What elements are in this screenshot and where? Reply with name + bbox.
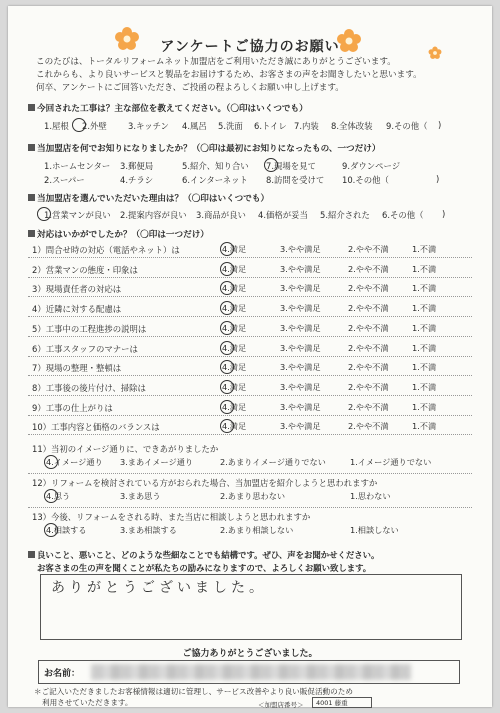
answer-circle — [220, 262, 234, 276]
option-1[interactable]: 1.相談しない — [350, 525, 399, 535]
question-text: 11）当初のイメージ通りに、できあがりましたか — [32, 444, 219, 454]
satisfaction-option-1[interactable]: 1.不満 — [412, 244, 437, 254]
divider — [28, 473, 472, 474]
question-recommend — [8, 477, 492, 507]
divider — [28, 395, 472, 396]
option-referred[interactable]: 5.紹介された — [320, 210, 370, 220]
q1-options — [36, 120, 476, 132]
answer-circle — [220, 321, 234, 335]
satisfaction-option-1[interactable]: 1.不満 — [412, 322, 437, 333]
option-visited[interactable]: 8.訪問を受けて — [266, 175, 325, 185]
satisfaction-option-2[interactable]: 2.やや不満 — [348, 401, 389, 412]
satisfaction-option-4[interactable]: 4.満足 — [222, 362, 247, 373]
option-3[interactable]: 3.まあ思う — [120, 491, 161, 501]
divider — [28, 375, 472, 376]
member-label: ＜加盟店番号＞ — [258, 701, 304, 709]
answer-circle — [220, 380, 234, 394]
member-number: 4001 藤重 — [316, 699, 348, 707]
option-kitchen[interactable]: 3.キッチン — [128, 121, 169, 131]
satisfaction-row-label: 2）営業マンの態度・印象は — [32, 264, 138, 275]
satisfaction-option-2[interactable]: 2.やや不満 — [348, 362, 389, 373]
name-box[interactable] — [38, 660, 460, 684]
answer-circle — [220, 301, 234, 315]
option-4[interactable]: 4.イメージ通り — [46, 457, 103, 467]
option-2[interactable]: 2.あまり相談しない — [220, 525, 294, 535]
satisfaction-row-label: 3）現場責任者の対応は — [32, 284, 122, 295]
option-other[interactable]: 9.その他（ — [386, 121, 428, 131]
satisfaction-option-1[interactable]: 1.不満 — [412, 303, 437, 314]
satisfaction-option-4[interactable]: 4.満足 — [222, 401, 247, 412]
bullet-icon — [28, 551, 35, 558]
option-exterior-wall[interactable]: 2.外壁 — [82, 121, 107, 131]
satisfaction-option-2[interactable]: 2.やや不満 — [348, 244, 389, 254]
divider — [28, 415, 472, 416]
option-proposal[interactable]: 2.提案内容が良い — [120, 210, 187, 220]
option-sales-rep[interactable]: 1.営業マンが良い — [44, 210, 111, 220]
name-label: お名前： — [44, 669, 81, 679]
divider — [28, 277, 472, 278]
option-2[interactable]: 2.あまりイメージ通りでない — [220, 457, 326, 467]
divider — [28, 257, 472, 258]
satisfaction-option-3[interactable]: 3.やや満足 — [280, 381, 321, 392]
satisfaction-option-4[interactable]: 4.満足 — [222, 322, 247, 333]
satisfaction-row-label: 1）問合せ時の対応（電話やネット）は — [32, 245, 180, 255]
satisfaction-option-3[interactable]: 3.やや満足 — [280, 263, 321, 274]
privacy-note-2: 利用させていただきます。 — [42, 698, 133, 707]
thanks-text: ご協力ありがとうございました。 — [182, 649, 318, 659]
option-supermarket[interactable]: 2.スーパー — [44, 175, 85, 185]
satisfaction-option-1[interactable]: 1.不満 — [412, 362, 437, 373]
satisfaction-option-4[interactable]: 4.満足 — [222, 283, 247, 294]
question-consult-again — [8, 511, 492, 541]
satisfaction-option-2[interactable]: 2.やや不満 — [348, 421, 389, 432]
satisfaction-row-label: 7）現場の整理・整頓は — [32, 363, 122, 374]
option-toilet[interactable]: 6.トイレ — [254, 121, 287, 131]
satisfaction-option-2[interactable]: 2.やや不満 — [348, 283, 389, 294]
option-other-close: ) — [436, 174, 440, 184]
q2-options-row2 — [36, 174, 476, 186]
comment-prompt-2: お客さまの生の声を聞くことが私たちの励みになりますので、よろしくお願い致します。 — [37, 563, 372, 573]
redacted-name — [91, 664, 411, 680]
satisfaction-row-label: 6）工事スタッフのマナーは — [32, 343, 138, 354]
satisfaction-option-2[interactable]: 2.やや不満 — [348, 303, 389, 314]
comment-box[interactable] — [40, 574, 462, 640]
option-saw-site[interactable]: 7.現場を見て — [266, 161, 316, 171]
question-text: 13）今後、リフォームをされる時、また当店に相談しようと思われますか — [32, 512, 311, 522]
bullet-icon — [28, 144, 35, 151]
answer-circle — [44, 455, 58, 469]
answer-circle — [220, 400, 234, 414]
satisfaction-option-3[interactable]: 3.やや満足 — [280, 362, 321, 373]
satisfaction-option-2[interactable]: 2.やや不満 — [348, 322, 389, 333]
satisfaction-option-1[interactable]: 1.不満 — [412, 401, 437, 412]
option-2[interactable]: 2.あまり思わない — [220, 491, 286, 501]
option-home-center[interactable]: 1.ホームセンター — [44, 161, 111, 171]
question-image-match — [8, 443, 492, 473]
option-washroom[interactable]: 5.洗面 — [218, 121, 243, 131]
option-roof[interactable]: 1.屋根 — [44, 121, 69, 131]
answer-circle — [220, 242, 234, 256]
satisfaction-option-4[interactable]: 4.満足 — [222, 381, 247, 392]
divider — [28, 356, 472, 357]
satisfaction-option-4[interactable]: 4.満足 — [222, 342, 247, 353]
satisfaction-row-label: 9）工事の仕上がりは — [32, 402, 113, 413]
intro-line: これからも、より良いサービスと製品をお届けするため、お客さまの声をお聞きしたいと思います。 — [36, 70, 422, 80]
satisfaction-option-3[interactable]: 3.やや満足 — [280, 283, 321, 294]
satisfaction-option-3[interactable]: 3.やや満足 — [280, 244, 321, 254]
option-referral[interactable]: 5.紹介、知り合い — [182, 161, 249, 171]
bullet-icon — [28, 194, 35, 201]
satisfaction-option-4[interactable]: 4.満足 — [222, 244, 247, 254]
survey-sheet — [8, 6, 492, 707]
satisfaction-row-label: 8）工事後の後片付け、掃除は — [32, 382, 146, 393]
question-work-type: 今回された工事は？主な部位を教えてください。（〇印はいくつでも） — [28, 102, 308, 114]
satisfaction-option-1[interactable]: 1.不満 — [412, 421, 437, 432]
satisfaction-option-3[interactable]: 3.やや満足 — [280, 303, 321, 314]
answer-circle — [44, 523, 58, 537]
satisfaction-option-1[interactable]: 1.不満 — [412, 381, 437, 392]
answer-circle — [72, 118, 86, 132]
question-reason: 当加盟店を選んでいただいた理由は？（〇印はいくつでも） — [28, 192, 269, 204]
option-3[interactable]: 3.まあ相談する — [120, 525, 177, 535]
option-post-office[interactable]: 3.郵便局 — [120, 161, 154, 171]
satisfaction-row-label: 4）近隣に対する配慮は — [32, 304, 122, 315]
option-other[interactable]: 6.その他（ — [382, 210, 424, 220]
bullet-icon — [28, 230, 35, 237]
satisfaction-option-3[interactable]: 3.やや満足 — [280, 421, 321, 432]
comment-prompt: 良いこと、悪いこと、どのような些細なことでも結構です。ぜひ、声をお聞かせください。 — [28, 549, 379, 561]
satisfaction-option-4[interactable]: 4.満足 — [222, 421, 247, 432]
satisfaction-option-2[interactable]: 2.やや不満 — [348, 381, 389, 392]
q2-options-row1 — [36, 160, 476, 172]
satisfaction-option-4[interactable]: 4.満足 — [222, 303, 247, 314]
option-other-close: ) — [442, 209, 446, 219]
satisfaction-option-4[interactable]: 4.満足 — [222, 263, 247, 274]
option-full-renovation[interactable]: 8.全体改装 — [331, 121, 373, 131]
option-town-page[interactable]: 9.ダウンページ — [342, 161, 401, 171]
divider — [28, 434, 472, 435]
option-4[interactable]: 4.相談する — [46, 525, 87, 535]
satisfaction-option-3[interactable]: 3.やや満足 — [280, 322, 321, 333]
question-satisfaction: 対応はいかがでしたか？（〇印は一つだけ） — [28, 228, 209, 240]
satisfaction-option-3[interactable]: 3.やや満足 — [280, 401, 321, 412]
question-how-found: 当加盟店を何でお知りになりましたか？（〇印は最初にお知りになったもの、一つだけ） — [28, 142, 380, 154]
option-product[interactable]: 3.商品が良い — [196, 210, 246, 220]
member-number-box — [312, 697, 372, 708]
handwritten-comment: ありがとうございました。 — [51, 580, 267, 596]
satisfaction-row-label: 10）工事内容と価格のバランスは — [32, 422, 160, 433]
divider — [28, 316, 472, 317]
intro-line: このたびは、トータルリフォームネット加盟店をご利用いただき誠にありがとうございます。 — [36, 57, 396, 67]
intro-line: 何卒、アンケートにご回答いただき、ご投函の程よろしくお願い申し上げます。 — [36, 83, 344, 93]
divider — [28, 507, 472, 508]
answer-circle — [264, 158, 278, 172]
answer-circle — [37, 207, 51, 221]
bullet-icon — [28, 104, 35, 111]
question-text: 12）リフォームを検討されている方がおられた場合、当加盟店を紹介しようと思われますか — [32, 478, 378, 488]
option-4[interactable]: 4.思う — [46, 491, 71, 501]
satisfaction-option-2[interactable]: 2.やや不満 — [348, 263, 389, 274]
page-title: アンケートご協力のお願い — [160, 39, 340, 55]
answer-circle — [220, 341, 234, 355]
satisfaction-option-1[interactable]: 1.不満 — [412, 263, 437, 274]
satisfaction-option-3[interactable]: 3.やや満足 — [280, 342, 321, 353]
option-3[interactable]: 3.まあイメージ通り — [120, 457, 194, 467]
answer-circle — [44, 489, 58, 503]
option-1[interactable]: 1.イメージ通りでない — [350, 457, 432, 467]
q3-options — [36, 209, 476, 221]
option-internet[interactable]: 6.インターネット — [182, 175, 248, 185]
satisfaction-option-1[interactable]: 1.不満 — [412, 283, 437, 294]
divider — [28, 336, 472, 337]
satisfaction-option-2[interactable]: 2.やや不満 — [348, 342, 389, 353]
option-other-close: ) — [438, 120, 442, 130]
option-interior[interactable]: 7.内装 — [294, 121, 319, 131]
option-1[interactable]: 1.思わない — [350, 491, 391, 501]
option-bath[interactable]: 4.風呂 — [182, 121, 207, 131]
satisfaction-option-1[interactable]: 1.不満 — [412, 342, 437, 353]
divider — [28, 296, 472, 297]
satisfaction-row-label: 5）工事中の工程進捗の説明は — [32, 323, 147, 334]
option-price[interactable]: 4.価格が妥当 — [258, 210, 308, 220]
privacy-note: ＊ご記入いただきましたお客様情報は適切に管理し、サービス改善やより良い販促活動のため — [34, 687, 353, 696]
option-flyer[interactable]: 4.チラシ — [120, 175, 154, 185]
option-other[interactable]: 10.その他（ — [342, 175, 389, 185]
